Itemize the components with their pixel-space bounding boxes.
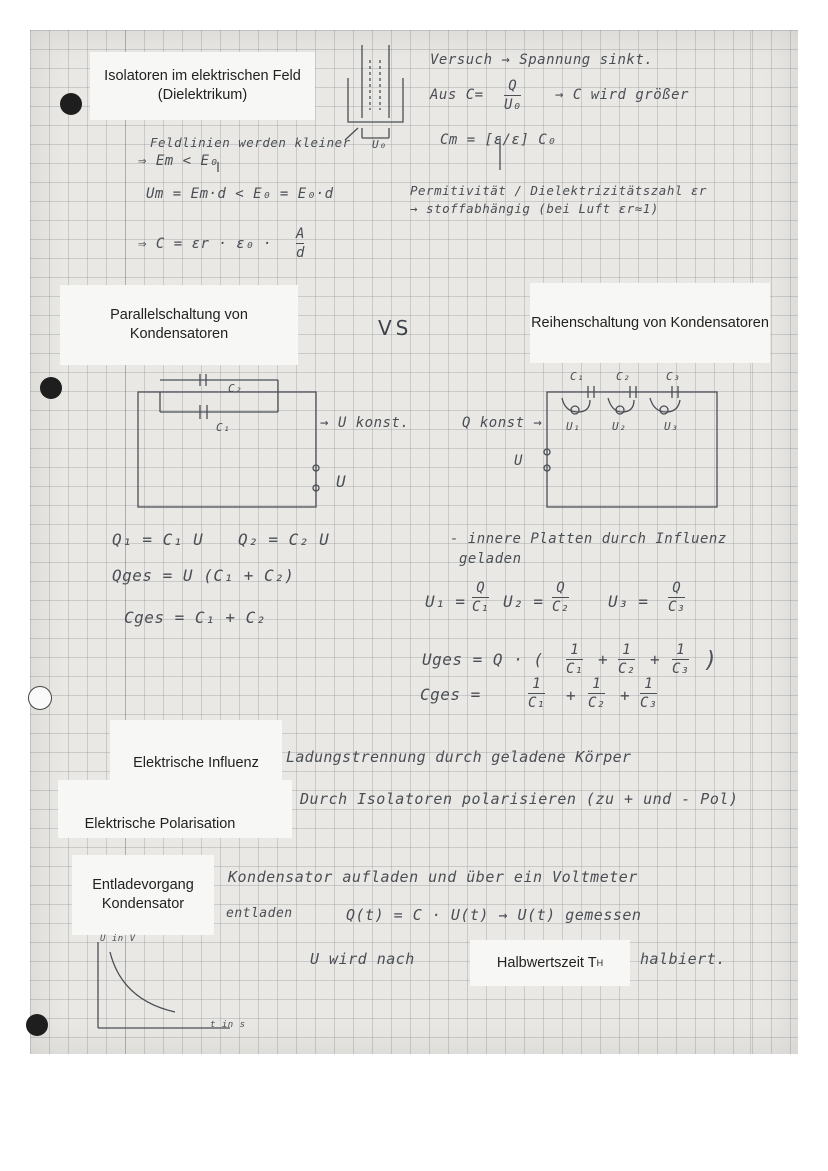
frac-num: Q (476, 580, 485, 596)
formula-qges: Qges = U (C₁ + C₂) (112, 566, 295, 585)
frac-num: Q (508, 78, 517, 94)
paren-close: ) (704, 648, 718, 673)
note-stoffabhaengig: → stoffabhängig (bei Luft εr≈1) (410, 201, 659, 216)
frac-den: C₂ (552, 599, 569, 615)
frac-num: 1 (532, 676, 541, 692)
graph-x-label: t in s (210, 1020, 246, 1030)
heading-halbwert-text: Halbwertszeit T (496, 954, 597, 971)
note-geladen: geladen (459, 551, 522, 567)
frac-den: C₃ (668, 599, 685, 615)
graph-y-label: U in V (100, 934, 136, 944)
formula-u3: U₃ = (608, 592, 649, 611)
note-cm: Cm = [ε/ε] C₀ (440, 132, 557, 148)
frac-num: A (296, 226, 305, 242)
formula-u1: U₁ = (425, 592, 466, 611)
frac-den: C₁ (472, 599, 489, 615)
note-qkonst: Q konst → (462, 415, 543, 431)
plus-sign: + (598, 650, 609, 669)
label-c2-reihe: C₂ (616, 370, 631, 383)
note-innere-platten: - innere Platten durch Influenz (450, 531, 727, 547)
frac-num: 1 (644, 676, 653, 692)
heading-influenz-text: Elektrische Influenz (133, 754, 259, 771)
label-u1: U₁ (566, 420, 581, 433)
note-um: Um = Em·d < E₀ = E₀·d (146, 186, 334, 202)
note-halbiert: halbiert. (640, 950, 726, 968)
frac-num: 1 (622, 642, 631, 658)
frac-den: C₃ (640, 695, 657, 711)
label-c2-par: C₂ (228, 382, 243, 395)
plus-sign: + (650, 650, 661, 669)
note-entlade-1: Kondensator aufladen und über ein Voltmeter (228, 868, 638, 886)
note-entlade-2: entladen (226, 906, 293, 921)
frac-num: 1 (592, 676, 601, 692)
vs-label: VS (378, 316, 413, 340)
frac-den: C₂ (618, 661, 635, 677)
note-ukonst: → U konst. (320, 415, 410, 431)
frac-den: C₃ (672, 661, 689, 677)
heading-polarisation-text: Elektrische Polarisation (84, 815, 236, 832)
frac-den: C₂ (588, 695, 605, 711)
note-permittivitaet: Permitivität / Dielektrizitätszahl εr (410, 183, 707, 198)
frac-num: Q (672, 580, 681, 596)
note-c-groesser: → C wird größer (555, 87, 689, 103)
note-u-wird-nach: U wird nach (310, 950, 415, 968)
heading-entlade-text: Entladevorgang Kondensator (92, 877, 194, 912)
label-c1-reihe: C₁ (570, 370, 585, 383)
formula-cges-parallel: Cges = C₁ + C₂ (124, 608, 266, 627)
formula-uges: Uges = Q · ( (422, 650, 544, 669)
formula-u2: U₂ = (503, 592, 544, 611)
label-u-par: U (336, 472, 347, 491)
heading-isolatoren-text: Isolatoren im elektrischen Feld (Dielektrikum) (104, 68, 301, 103)
note-q-of-t: Q(t) = C · U(t) → U(t) gemessen (346, 906, 642, 924)
frac-den: d (296, 245, 305, 261)
heading-halbwert-sub: H (596, 957, 604, 968)
heading-parallel-text: Parallelschaltung von Kondensatoren (110, 307, 248, 342)
frac-num: 1 (570, 642, 579, 658)
label-c3-reihe: C₃ (666, 370, 681, 383)
formula-q1: Q₁ = C₁ U (112, 530, 204, 549)
note-polarisation: Durch Isolatoren polarisieren (zu + und - Pol) (300, 790, 739, 808)
label-u2: U₂ (612, 420, 627, 433)
discharge-curve (110, 952, 175, 1012)
note-feldlinien: Feldlinien werden kleiner (150, 135, 351, 150)
note-versuch: Versuch → Spannung sinkt. (430, 52, 654, 68)
heading-reihe-text: Reihenschaltung von Kondensatoren (531, 314, 769, 331)
note-em: ⇒ Em < E₀ (138, 153, 219, 169)
frac-den: U₀ (504, 97, 521, 113)
frac-num: 1 (676, 642, 685, 658)
note-aus-prefix: Aus C= (430, 87, 484, 103)
frac-den: C₁ (566, 661, 583, 677)
frac-den: C₁ (528, 695, 545, 711)
note-u0: U₀ (372, 138, 387, 151)
formula-q2: Q₂ = C₂ U (238, 530, 330, 549)
plus-sign: + (566, 686, 577, 705)
note-influenz: Ladungstrennung durch geladene Körper (286, 748, 632, 766)
frac-num: Q (556, 580, 565, 596)
label-u3: U₃ (664, 420, 679, 433)
note-c-formula: ⇒ C = εr · ε₀ · (138, 236, 272, 252)
formula-cges-reihe: Cges = (420, 685, 481, 704)
label-u-reihe: U (514, 453, 523, 469)
plus-sign: + (620, 686, 631, 705)
label-c1-par: C₁ (216, 421, 231, 434)
